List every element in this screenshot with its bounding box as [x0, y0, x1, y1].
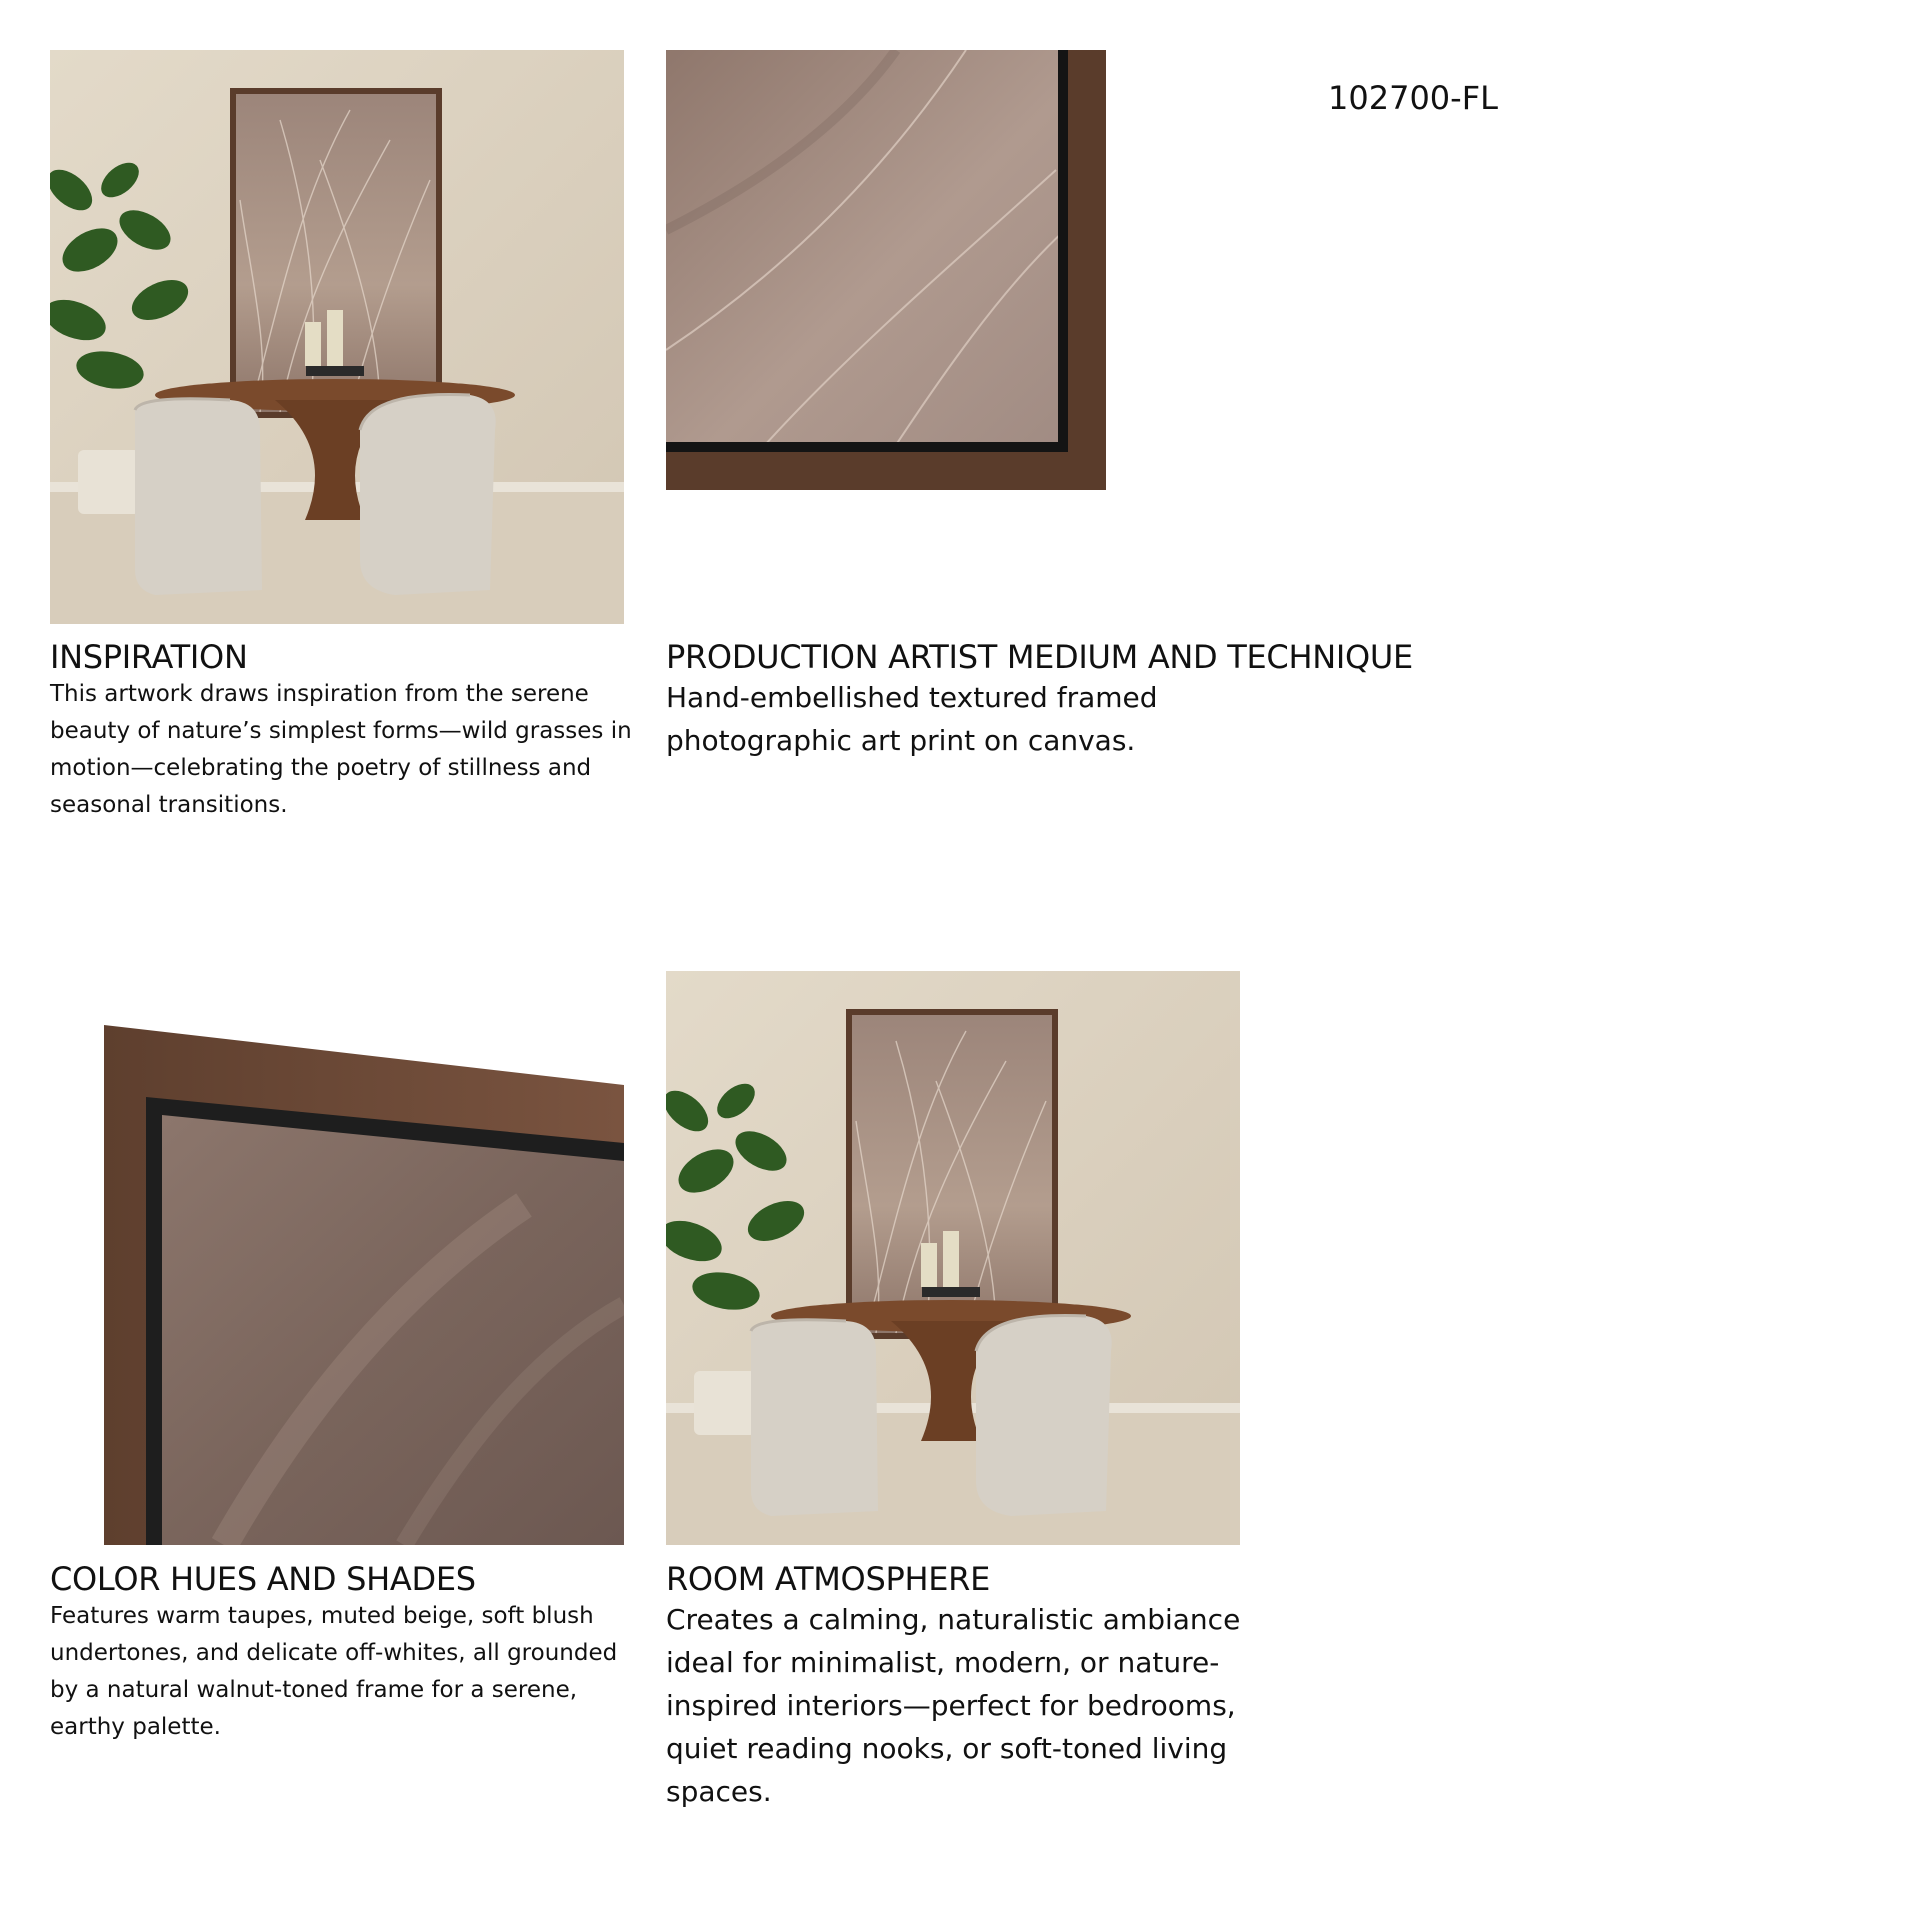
inspiration-section [50, 638, 640, 824]
production-section [666, 638, 1506, 762]
production-title: PRODUCTION ARTIST MEDIUM AND TECHNIQUE [666, 638, 1413, 676]
color-section [50, 1560, 640, 1746]
product-sku: 102700-FL [1328, 79, 1498, 117]
frame-detail-photo [104, 1025, 624, 1545]
color-text: Features warm taupes, muted beige, soft blush undertones, and delicate off-whites, all grounded by a natural walnut-toned frame for a serene, earthy palette. [50, 1603, 618, 1740]
room-scene-image [50, 50, 624, 624]
room-section [666, 1560, 1266, 1813]
inspiration-text: This artwork draws inspiration from the serene beauty of nature’s simplest forms—wild grasses in motion—celebrating the poetry of stillness and seasonal transitions. [50, 681, 632, 818]
room-atmosphere-photo [666, 971, 1240, 1545]
room-scene-photo [50, 50, 624, 624]
production-text: Hand-embellished textured framed photographic art print on canvas. [666, 681, 1158, 757]
room-atmosphere-image [666, 971, 1240, 1545]
canvas-closeup-image [666, 50, 1106, 490]
room-title: ROOM ATMOSPHERE [666, 1560, 990, 1598]
room-text: Creates a calming, naturalistic ambiance ideal for minimalist, modern, or nature-inspired interiors—perfect for bedrooms, quiet reading nooks, or soft-toned living spaces. [666, 1603, 1241, 1808]
color-title: COLOR HUES AND SHADES [50, 1560, 476, 1598]
inspiration-title: INSPIRATION [50, 638, 248, 676]
canvas-closeup-photo [666, 50, 1106, 490]
frame-detail-image [104, 1025, 624, 1545]
